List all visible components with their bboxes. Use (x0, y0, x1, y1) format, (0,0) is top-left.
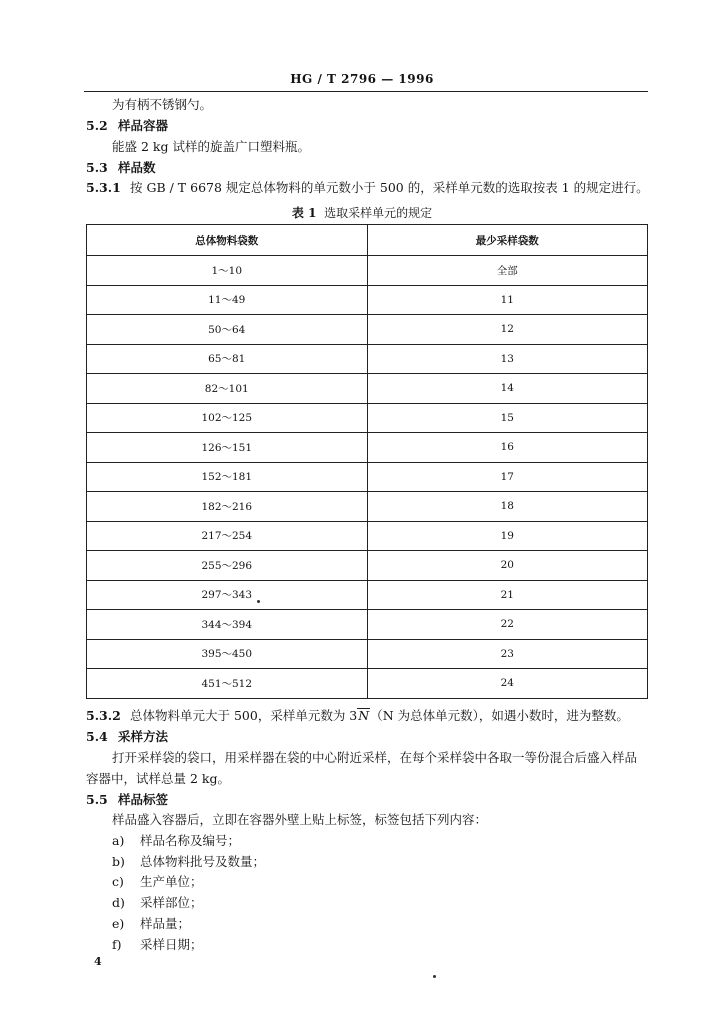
section-5-4-body-line1: 打开采样袋的袋口，用采样器在袋的中心附近采样，在每个采样袋中各取一等份混合后盛入样品 (112, 750, 638, 765)
min-sample-cell: 23 (367, 639, 648, 669)
min-sample-cell: 19 (367, 521, 648, 551)
bag-count-cell: 50～64 (87, 315, 368, 345)
table-row (87, 492, 648, 522)
table-row (87, 315, 648, 345)
section-title: 样品标签 (118, 792, 169, 807)
table-row (87, 256, 648, 286)
bag-count-cell: 1～10 (87, 256, 368, 286)
sampling-units-table (86, 224, 648, 699)
min-sample-cell: 14 (367, 374, 648, 404)
section-5-3-heading (86, 160, 156, 176)
min-sample-cell: 16 (367, 433, 648, 463)
section-number: 5.2 (86, 118, 108, 133)
table-number: 表 1 (291, 206, 317, 220)
column-header: 总体物料袋数 (87, 225, 368, 256)
scan-speck (257, 600, 260, 603)
list-item-marker: b) (112, 853, 125, 869)
cube-root-n: N (358, 708, 370, 723)
table-row (87, 433, 648, 463)
list-item (112, 916, 190, 932)
table-row (87, 521, 648, 551)
section-5-5-heading (86, 792, 168, 808)
header-rule (84, 91, 648, 92)
section-5-2-body: 能盛 2 kg 试样的旋盖广口塑料瓶。 (112, 139, 310, 154)
min-sample-cell: 22 (367, 610, 648, 640)
list-item-text: 总体物料批号及数量； (140, 853, 266, 869)
bag-count-cell: 255～296 (87, 551, 368, 581)
min-sample-cell: 21 (367, 580, 648, 610)
section-number: 5.3.2 (86, 708, 121, 723)
section-5-5-body: 样品盛入容器后，立即在容器外壁上贴上标签，标签包括下列内容： (112, 812, 488, 827)
section-5-3-2-paragraph (86, 708, 629, 724)
min-sample-cell: 18 (367, 492, 648, 522)
table-row (87, 462, 648, 492)
section-5-2-heading (86, 118, 168, 134)
bag-count-cell: 82～101 (87, 374, 368, 404)
list-item-marker: f) (112, 936, 122, 952)
section-number: 5.3.1 (86, 180, 121, 195)
section-title: 样品数 (118, 160, 156, 175)
table-row (87, 669, 648, 699)
min-sample-cell: 20 (367, 551, 648, 581)
section-5-4-body-line2: 容器中，试样总量 2 kg。 (86, 771, 230, 786)
list-item-marker: d) (112, 895, 125, 911)
list-item-marker: e) (112, 915, 125, 931)
min-sample-cell: 17 (367, 462, 648, 492)
continuation-line: 为有柄不锈钢勺。 (112, 97, 213, 112)
min-sample-cell: 12 (367, 315, 648, 345)
list-item (112, 854, 265, 870)
list-item (112, 833, 240, 849)
list-item-text: 采样部位； (140, 895, 203, 911)
table-row (87, 551, 648, 581)
table-row (87, 639, 648, 669)
bag-count-cell: 126～151 (87, 433, 368, 463)
min-sample-cell: 13 (367, 344, 648, 374)
bag-count-cell: 182～216 (87, 492, 368, 522)
column-header: 最少采样袋数 (367, 225, 648, 256)
bag-count-cell: 102～125 (87, 403, 368, 433)
table-row (87, 285, 648, 315)
paragraph-text: 总体物料单元大于 500，采样单元数为 3 (130, 708, 358, 723)
table-row (87, 580, 648, 610)
list-item-text: 生产单位； (140, 874, 203, 890)
section-title: 采样方法 (118, 729, 169, 744)
list-item (112, 937, 203, 953)
section-number: 5.3 (86, 160, 108, 175)
section-title: 样品容器 (118, 118, 169, 133)
list-item-text: 样品量； (140, 915, 191, 931)
list-item-marker: a) (112, 833, 125, 848)
table-title: 选取采样单元的规定 (324, 206, 433, 220)
paragraph-text: 按 GB / T 6678 规定总体物料的单元数小于 500 的，采样单元数的选取按表 1 的规定进行。 (130, 180, 649, 195)
min-sample-cell: 24 (367, 669, 648, 699)
table-row (87, 374, 648, 404)
table-row (87, 610, 648, 640)
table-row (87, 344, 648, 374)
section-5-4-heading (86, 729, 168, 745)
bag-count-cell: 152～181 (87, 462, 368, 492)
list-item-text: 样品名称及编号； (140, 833, 241, 848)
scan-speck (433, 975, 436, 978)
list-item (112, 874, 203, 890)
standard-header: HG / T 2796 — 1996 (290, 72, 434, 86)
table-caption (0, 204, 724, 221)
bag-count-cell: 395～450 (87, 639, 368, 669)
section-5-3-1-paragraph (86, 180, 649, 196)
table-header-row (87, 225, 648, 256)
paragraph-text: （N 为总体单元数），如遇小数时，进为整数。 (370, 708, 629, 723)
page-number: 4 (94, 955, 102, 968)
min-sample-cell: 全部 (367, 256, 648, 286)
bag-count-cell: 217～254 (87, 521, 368, 551)
bag-count-cell: 297～343 (87, 580, 368, 610)
list-item (112, 895, 203, 911)
list-item-marker: c) (112, 874, 124, 890)
table-row (87, 403, 648, 433)
min-sample-cell: 15 (367, 403, 648, 433)
bag-count-cell: 11～49 (87, 285, 368, 315)
section-number: 5.4 (86, 729, 108, 744)
section-number: 5.5 (86, 792, 108, 807)
bag-count-cell: 451～512 (87, 669, 368, 699)
bag-count-cell: 65～81 (87, 344, 368, 374)
min-sample-cell: 11 (367, 285, 648, 315)
bag-count-cell: 344～394 (87, 610, 368, 640)
list-item-text: 采样日期； (140, 936, 203, 952)
